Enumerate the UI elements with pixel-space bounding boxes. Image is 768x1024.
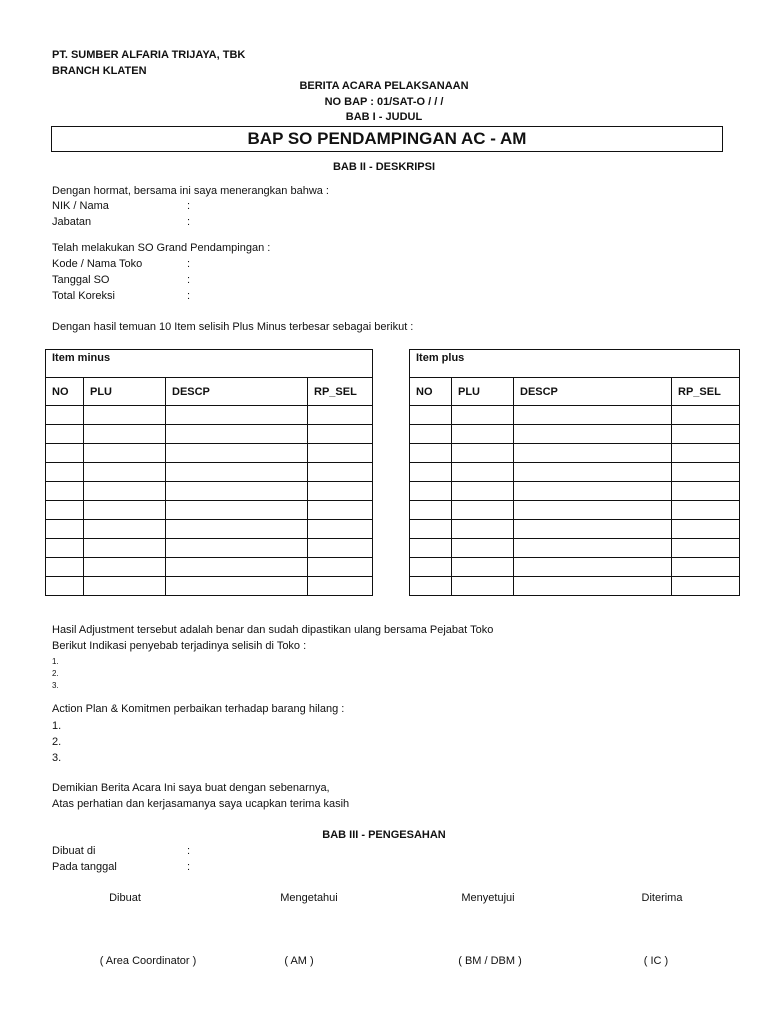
table-cell[interactable] xyxy=(452,501,514,520)
table-row xyxy=(410,444,740,463)
table-cell[interactable] xyxy=(308,577,373,596)
nik-colon: : xyxy=(187,200,191,212)
table-cell[interactable] xyxy=(452,539,514,558)
indikasi-text: Berikut Indikasi penyebab terjadinya selisih di Toko : xyxy=(52,640,307,652)
table-cell[interactable] xyxy=(166,539,308,558)
table-cell[interactable] xyxy=(410,520,452,539)
table-cell[interactable] xyxy=(84,558,166,577)
jabatan-label: Jabatan xyxy=(52,216,92,228)
bab3-heading: BAB III - PENGESAHAN xyxy=(322,829,446,841)
kode-toko-label: Kode / Nama Toko xyxy=(52,258,143,270)
column-header-descp: DESCP xyxy=(514,378,672,406)
table-cell[interactable] xyxy=(514,558,672,577)
table-cell[interactable] xyxy=(46,444,84,463)
table-row xyxy=(46,539,373,558)
table-cell[interactable] xyxy=(514,406,672,425)
table-cell[interactable] xyxy=(514,520,672,539)
table-cell[interactable] xyxy=(166,463,308,482)
table-cell[interactable] xyxy=(514,539,672,558)
table-cell[interactable] xyxy=(410,558,452,577)
table-row xyxy=(46,444,373,463)
indikasi-item-2: 2. xyxy=(52,669,59,678)
adjustment-text: Hasil Adjustment tersebut adalah benar dan sudah dipastikan ulang bersama Pejabat Toko xyxy=(52,624,494,636)
table-cell[interactable] xyxy=(452,425,514,444)
table-cell[interactable] xyxy=(166,406,308,425)
table-cell[interactable] xyxy=(672,501,740,520)
table-cell[interactable] xyxy=(410,425,452,444)
table-cell[interactable] xyxy=(514,425,672,444)
signature-role-mengetahui: Mengetahui xyxy=(280,892,338,904)
signature-name-ic: ( IC ) xyxy=(643,955,669,967)
action-item-2: 2. xyxy=(52,736,62,748)
table-cell[interactable] xyxy=(514,444,672,463)
table-row xyxy=(46,406,373,425)
table-cell[interactable] xyxy=(452,482,514,501)
table-cell[interactable] xyxy=(410,501,452,520)
table-cell[interactable] xyxy=(672,520,740,539)
table-row xyxy=(410,539,740,558)
table-cell[interactable] xyxy=(84,577,166,596)
table-cell[interactable] xyxy=(84,406,166,425)
table-cell[interactable] xyxy=(166,520,308,539)
table-cell[interactable] xyxy=(308,482,373,501)
item-minus-caption: Item minus xyxy=(46,350,373,378)
column-header-descp: DESCP xyxy=(166,378,308,406)
table-cell[interactable] xyxy=(672,425,740,444)
tanggal-so-colon: : xyxy=(187,274,191,286)
table-cell[interactable] xyxy=(514,463,672,482)
signature-role-menyetujui: Menyetujui xyxy=(461,892,515,904)
signature-name-am: ( AM ) xyxy=(284,955,314,967)
table-row xyxy=(46,558,373,577)
dibuat-di-label: Dibuat di xyxy=(52,845,96,857)
table-cell[interactable] xyxy=(84,520,166,539)
closing-line-2: Atas perhatian dan kerjasamanya saya ucapkan terima kasih xyxy=(52,798,350,810)
branch-name: BRANCH KLATEN xyxy=(52,65,147,77)
table-cell[interactable] xyxy=(672,539,740,558)
table-cell[interactable] xyxy=(410,463,452,482)
indikasi-item-3: 3. xyxy=(52,681,59,690)
table-cell[interactable] xyxy=(514,501,672,520)
table-row xyxy=(410,463,740,482)
table-row xyxy=(46,482,373,501)
action-item-3: 3. xyxy=(52,752,62,764)
total-koreksi-label: Total Koreksi xyxy=(52,290,115,302)
table-row xyxy=(410,425,740,444)
column-header-no: NO xyxy=(46,378,84,406)
table-cell[interactable] xyxy=(166,425,308,444)
table-cell[interactable] xyxy=(410,444,452,463)
signature-role-diterima: Diterima xyxy=(641,892,683,904)
table-cell[interactable] xyxy=(308,558,373,577)
table-cell[interactable] xyxy=(46,482,84,501)
total-koreksi-colon: : xyxy=(187,290,191,302)
table-cell[interactable] xyxy=(410,539,452,558)
bap-number: NO BAP : 01/SAT-O / / / xyxy=(324,96,444,108)
company-name: PT. SUMBER ALFARIA TRIJAYA, TBK xyxy=(52,49,246,61)
bab1-heading: BAB I - JUDUL xyxy=(345,111,423,123)
table-cell[interactable] xyxy=(514,482,672,501)
table-cell[interactable] xyxy=(672,577,740,596)
kode-toko-colon: : xyxy=(187,258,191,270)
table-cell[interactable] xyxy=(46,463,84,482)
table-cell[interactable] xyxy=(84,463,166,482)
column-header-rp-sel: RP_SEL xyxy=(672,378,740,406)
closing-line-1: Demikian Berita Acara Ini saya buat dengan sebenarnya, xyxy=(52,782,330,794)
tanggal-so-label: Tanggal SO xyxy=(52,274,110,286)
action-item-1: 1. xyxy=(52,720,62,732)
table-cell[interactable] xyxy=(84,425,166,444)
table-cell[interactable] xyxy=(166,558,308,577)
table-row xyxy=(410,577,740,596)
table-cell[interactable] xyxy=(410,577,452,596)
table-row xyxy=(46,425,373,444)
table-cell[interactable] xyxy=(166,482,308,501)
table-cell[interactable] xyxy=(308,425,373,444)
table-cell[interactable] xyxy=(452,463,514,482)
table-cell[interactable] xyxy=(308,520,373,539)
table-row xyxy=(410,501,740,520)
temuan-text: Dengan hasil temuan 10 Item selisih Plus Minus terbesar sebagai berikut : xyxy=(52,321,414,333)
table-cell[interactable] xyxy=(672,558,740,577)
table-cell[interactable] xyxy=(84,501,166,520)
table-row xyxy=(410,482,740,501)
table-cell[interactable] xyxy=(452,520,514,539)
signature-name-area-coordinator: ( Area Coordinator ) xyxy=(99,955,197,967)
table-cell[interactable] xyxy=(410,406,452,425)
table-cell[interactable] xyxy=(84,444,166,463)
indikasi-item-1: 1. xyxy=(52,657,59,666)
table-cell[interactable] xyxy=(452,406,514,425)
table-cell[interactable] xyxy=(46,558,84,577)
dibuat-di-colon: : xyxy=(187,845,191,857)
table-cell[interactable] xyxy=(672,482,740,501)
table-cell[interactable] xyxy=(410,482,452,501)
table-cell[interactable] xyxy=(46,520,84,539)
table-cell[interactable] xyxy=(308,501,373,520)
table-cell[interactable] xyxy=(452,577,514,596)
column-header-no: NO xyxy=(410,378,452,406)
table-cell[interactable] xyxy=(46,425,84,444)
table-row xyxy=(410,406,740,425)
intro-text: Dengan hormat, bersama ini saya menerangkan bahwa : xyxy=(52,185,329,197)
bab2-heading: BAB II - DESKRIPSI xyxy=(332,161,436,173)
table-cell[interactable] xyxy=(46,406,84,425)
table-cell[interactable] xyxy=(308,406,373,425)
table-cell[interactable] xyxy=(84,539,166,558)
jabatan-colon: : xyxy=(187,216,191,228)
table-cell[interactable] xyxy=(308,539,373,558)
table-cell[interactable] xyxy=(514,577,672,596)
table-cell[interactable] xyxy=(672,463,740,482)
action-plan-text: Action Plan & Komitmen perbaikan terhadap barang hilang : xyxy=(52,703,345,715)
nik-label: NIK / Nama xyxy=(52,200,109,212)
table-cell[interactable] xyxy=(46,577,84,596)
table-cell[interactable] xyxy=(166,501,308,520)
column-header-plu: PLU xyxy=(84,378,166,406)
item-plus-table xyxy=(409,349,740,596)
column-header-plu: PLU xyxy=(452,378,514,406)
table-row xyxy=(46,463,373,482)
pada-tanggal-colon: : xyxy=(187,861,191,873)
table-cell[interactable] xyxy=(452,558,514,577)
table-cell[interactable] xyxy=(46,539,84,558)
table-cell[interactable] xyxy=(166,444,308,463)
table-row xyxy=(46,501,373,520)
item-plus-caption: Item plus xyxy=(410,350,740,378)
table-cell[interactable] xyxy=(84,482,166,501)
signature-role-dibuat: Dibuat xyxy=(109,892,141,904)
table-cell[interactable] xyxy=(672,406,740,425)
document-title: BERITA ACARA PELAKSANAAN xyxy=(299,80,469,92)
table-row xyxy=(46,520,373,539)
so-intro-text: Telah melakukan SO Grand Pendampingan : xyxy=(52,242,271,254)
table-cell[interactable] xyxy=(452,444,514,463)
table-cell[interactable] xyxy=(672,444,740,463)
pada-tanggal-label: Pada tanggal xyxy=(52,861,117,873)
column-header-rp-sel: RP_SEL xyxy=(308,378,373,406)
table-cell[interactable] xyxy=(308,444,373,463)
table-cell[interactable] xyxy=(46,501,84,520)
signature-name-bm-dbm: ( BM / DBM ) xyxy=(458,955,522,967)
table-cell[interactable] xyxy=(166,577,308,596)
main-title: BAP SO PENDAMPINGAN AC - AM xyxy=(51,126,723,152)
table-row xyxy=(46,577,373,596)
table-row xyxy=(410,520,740,539)
table-cell[interactable] xyxy=(308,463,373,482)
table-row xyxy=(410,558,740,577)
item-minus-table xyxy=(45,349,373,596)
